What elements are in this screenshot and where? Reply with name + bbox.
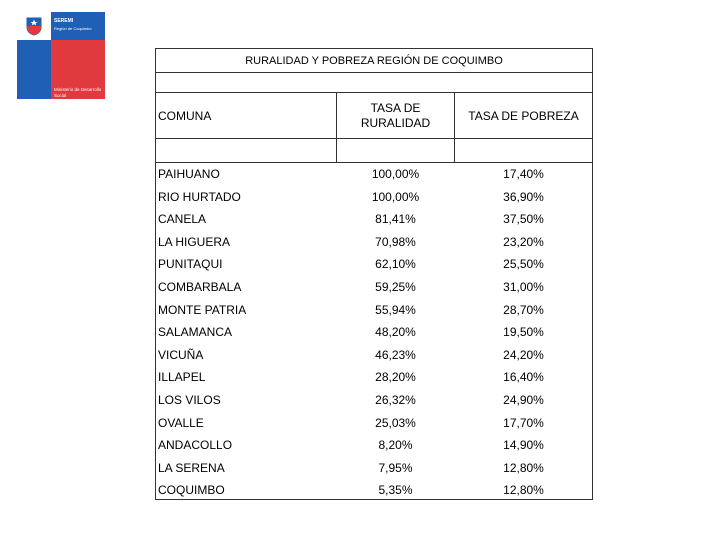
- table-title: RURALIDAD Y POBREZA REGIÓN DE COQUIMBO: [156, 49, 592, 73]
- cell-ruralidad: 70,98%: [375, 234, 416, 249]
- cell-ruralidad: 5,35%: [378, 483, 413, 498]
- seremi-logo: [17, 12, 105, 98]
- table-body: [156, 163, 592, 502]
- blank-row: [156, 139, 592, 163]
- cell-pobreza: 12,80%: [503, 460, 544, 475]
- table-row: [156, 457, 592, 480]
- header-ruralidad: TASA DE RURALIDAD: [360, 101, 431, 130]
- table-row: [156, 208, 592, 231]
- poverty-table: [155, 48, 593, 500]
- table-row: [156, 163, 592, 186]
- table-row: [156, 299, 592, 322]
- cell-comuna: OVALLE: [158, 415, 204, 430]
- cell-comuna: LA HIGUERA: [158, 234, 231, 249]
- table-row: [156, 276, 592, 299]
- cell-pobreza: 25,50%: [503, 257, 544, 272]
- table-row: [156, 389, 592, 412]
- table-row: [156, 434, 592, 457]
- table-row: [156, 186, 592, 209]
- cell-comuna: CANELA: [158, 212, 207, 227]
- cell-comuna: VICUÑA: [158, 347, 204, 362]
- cell-pobreza: 24,20%: [503, 347, 544, 362]
- cell-ruralidad: 62,10%: [375, 257, 416, 272]
- cell-pobreza: 17,40%: [503, 167, 544, 181]
- cell-ruralidad: 100,00%: [371, 167, 420, 181]
- cell-pobreza: 24,90%: [503, 392, 544, 407]
- cell-comuna: LOS VILOS: [158, 392, 221, 407]
- table-row: [156, 366, 592, 389]
- cell-comuna: PAIHUANO: [158, 167, 220, 181]
- cell-comuna: RIO HURTADO: [158, 189, 241, 204]
- cell-pobreza: 37,50%: [503, 212, 544, 227]
- table-row: [156, 321, 592, 344]
- cell-comuna: COMBARBALA: [158, 279, 242, 294]
- cell-comuna: ANDACOLLO: [158, 438, 233, 453]
- cell-pobreza: 12,80%: [503, 483, 544, 498]
- cell-comuna: COQUIMBO: [158, 483, 225, 498]
- table-row: [156, 231, 592, 254]
- cell-comuna: PUNITAQUI: [158, 257, 223, 272]
- cell-comuna: LA SERENA: [158, 460, 225, 475]
- cell-pobreza: 17,70%: [503, 415, 544, 430]
- cell-ruralidad: 81,41%: [375, 212, 416, 227]
- cell-ruralidad: 8,20%: [378, 438, 413, 453]
- blank-row: [156, 73, 592, 93]
- cell-pobreza: 31,00%: [503, 279, 544, 294]
- cell-comuna: SALAMANCA: [158, 325, 233, 340]
- cell-pobreza: 36,90%: [503, 189, 544, 204]
- table-row: [156, 253, 592, 276]
- cell-ruralidad: 55,94%: [375, 302, 416, 317]
- cell-pobreza: 16,40%: [503, 370, 544, 385]
- table-row: [156, 479, 592, 502]
- logo-ministry: Ministerio de Desarrollo Social: [51, 40, 105, 99]
- cell-pobreza: 23,20%: [503, 234, 544, 249]
- cell-ruralidad: 7,95%: [378, 460, 413, 475]
- cell-ruralidad: 59,25%: [375, 279, 416, 294]
- table-row: [156, 412, 592, 435]
- header-row: [156, 93, 592, 139]
- cell-ruralidad: 100,00%: [371, 189, 420, 204]
- cell-pobreza: 19,50%: [503, 325, 544, 340]
- logo-subtitle: Región de Coquimbo: [54, 26, 92, 31]
- coat-of-arms-icon: [17, 12, 51, 40]
- header-comuna: COMUNA: [158, 109, 212, 123]
- cell-pobreza: 14,90%: [503, 438, 544, 453]
- cell-comuna: MONTE PATRIA: [158, 302, 247, 317]
- cell-ruralidad: 25,03%: [375, 415, 416, 430]
- cell-ruralidad: 28,20%: [375, 370, 416, 385]
- header-pobreza: TASA DE POBREZA: [468, 109, 579, 123]
- cell-comuna: ILLAPEL: [158, 370, 206, 385]
- table-row: [156, 344, 592, 367]
- cell-ruralidad: 48,20%: [375, 325, 416, 340]
- cell-pobreza: 28,70%: [503, 302, 544, 317]
- logo-title: SEREMI: [54, 18, 74, 24]
- cell-ruralidad: 46,23%: [375, 347, 416, 362]
- cell-ruralidad: 26,32%: [375, 392, 416, 407]
